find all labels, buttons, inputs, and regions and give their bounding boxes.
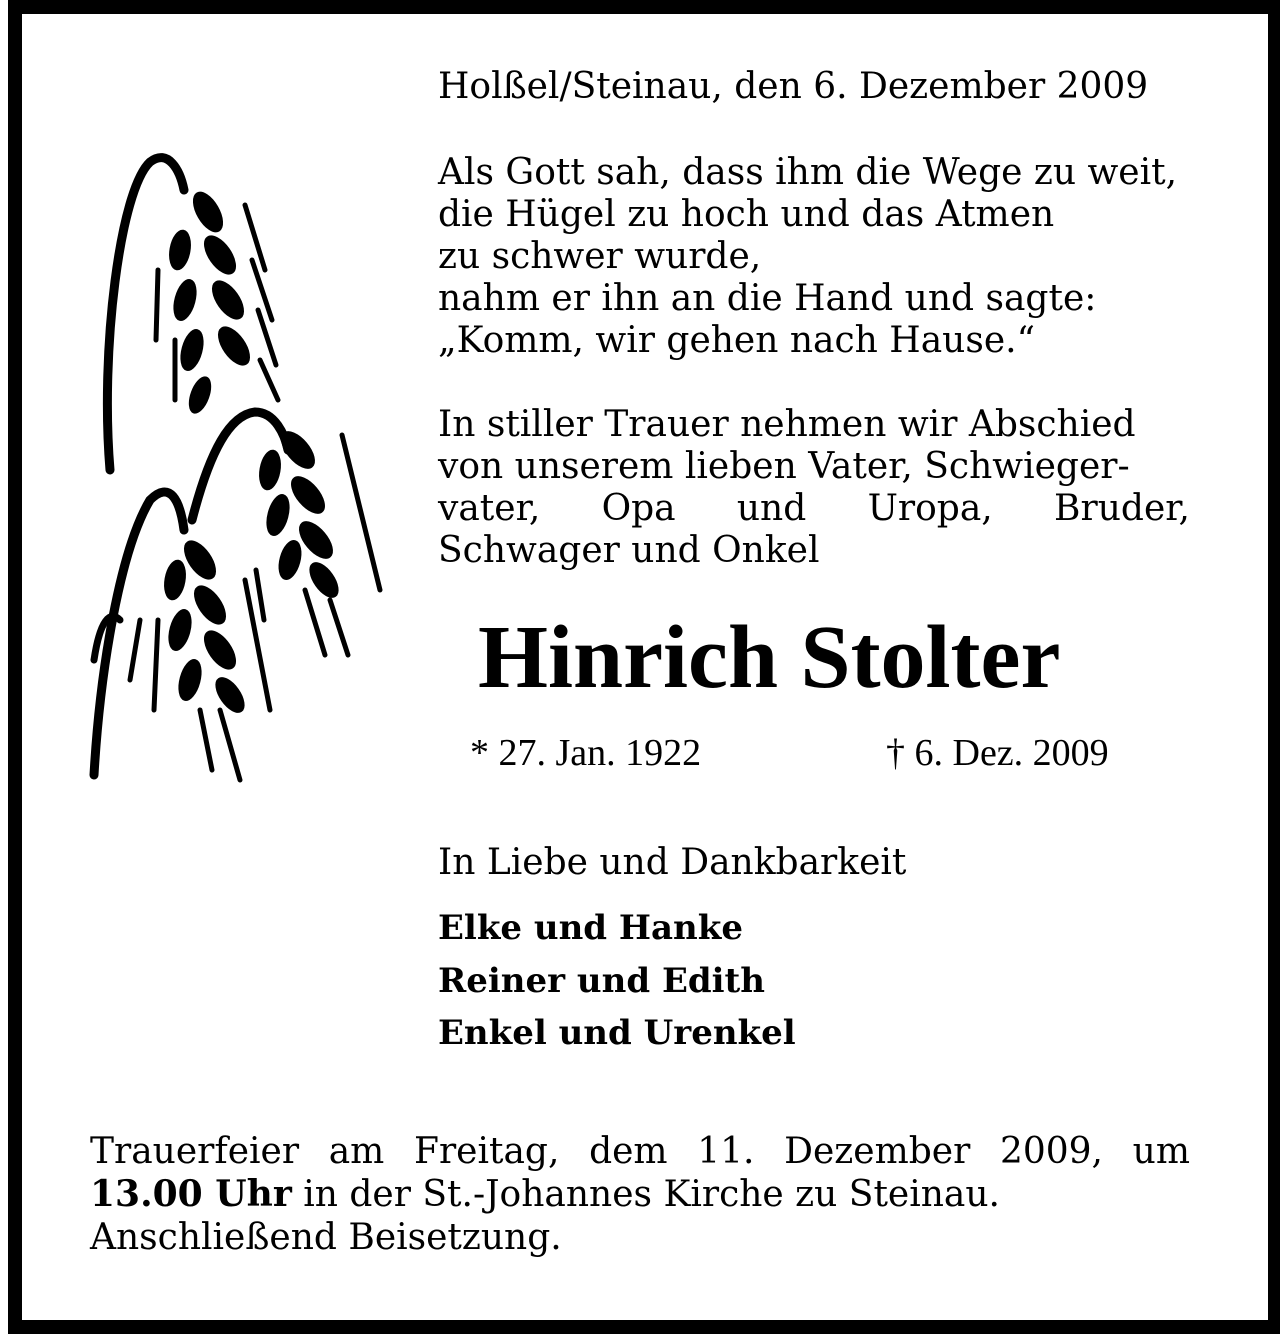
funeral-word: Freitag, <box>413 1131 560 1172</box>
thanks-line: In Liebe und Dankbarkeit <box>438 842 907 883</box>
farewell-text <box>438 404 1190 572</box>
death-date: † 6. Dez. 2009 <box>886 732 1109 774</box>
place-and-date: Holßel/Steinau, den 6. Dezember 2009 <box>438 66 1149 107</box>
farewell-word: Opa <box>601 488 676 529</box>
grain-illustration <box>80 150 400 790</box>
poem-line: „Komm, wir gehen nach Hause.“ <box>438 320 1035 361</box>
poem <box>438 152 1177 362</box>
funeral-word: 2009, <box>999 1131 1103 1172</box>
deceased-name: Hinrich Stolter <box>478 608 1061 707</box>
farewell-word: und <box>736 488 807 529</box>
farewell-line: In stiller Trauer nehmen wir Abschied <box>438 404 1136 445</box>
farewell-line: von unserem lieben Vater, Schwieger- <box>438 446 1130 487</box>
funeral-word: am <box>328 1131 385 1172</box>
funeral-info <box>90 1130 1190 1259</box>
farewell-word: vater, <box>438 488 541 529</box>
family-member: Elke und Hanke <box>438 908 743 948</box>
funeral-line <box>90 1130 1190 1173</box>
poem-line: die Hügel zu hoch und das Atmen <box>438 194 1055 235</box>
poem-line: zu schwer wurde, <box>438 236 762 277</box>
poem-line: nahm er ihn an die Hand und sagte: <box>438 278 1097 319</box>
funeral-word: Trauerfeier <box>90 1131 300 1172</box>
birth-date: * 27. Jan. 1922 <box>470 732 702 774</box>
family-member: Reiner und Edith <box>438 961 765 1001</box>
funeral-word: um <box>1132 1131 1190 1172</box>
farewell-line-justified <box>438 488 1190 530</box>
farewell-line: Schwager und Onkel <box>438 530 820 571</box>
farewell-word: Bruder, <box>1054 488 1190 529</box>
poem-line: Als Gott sah, dass ihm die Wege zu weit, <box>438 152 1178 193</box>
funeral-time: 13.00 Uhr <box>90 1173 292 1215</box>
funeral-word: Dezember <box>784 1131 971 1172</box>
funeral-location: in der St.-Johannes Kirche zu Steinau. <box>291 1174 1001 1215</box>
funeral-line <box>90 1173 1190 1216</box>
family-member: Enkel und Urenkel <box>438 1013 796 1053</box>
farewell-word: Uropa, <box>867 488 993 529</box>
funeral-word: dem <box>589 1131 668 1172</box>
burial-line: Anschließend Beisetzung. <box>90 1217 562 1258</box>
funeral-word: 11. <box>697 1131 755 1172</box>
